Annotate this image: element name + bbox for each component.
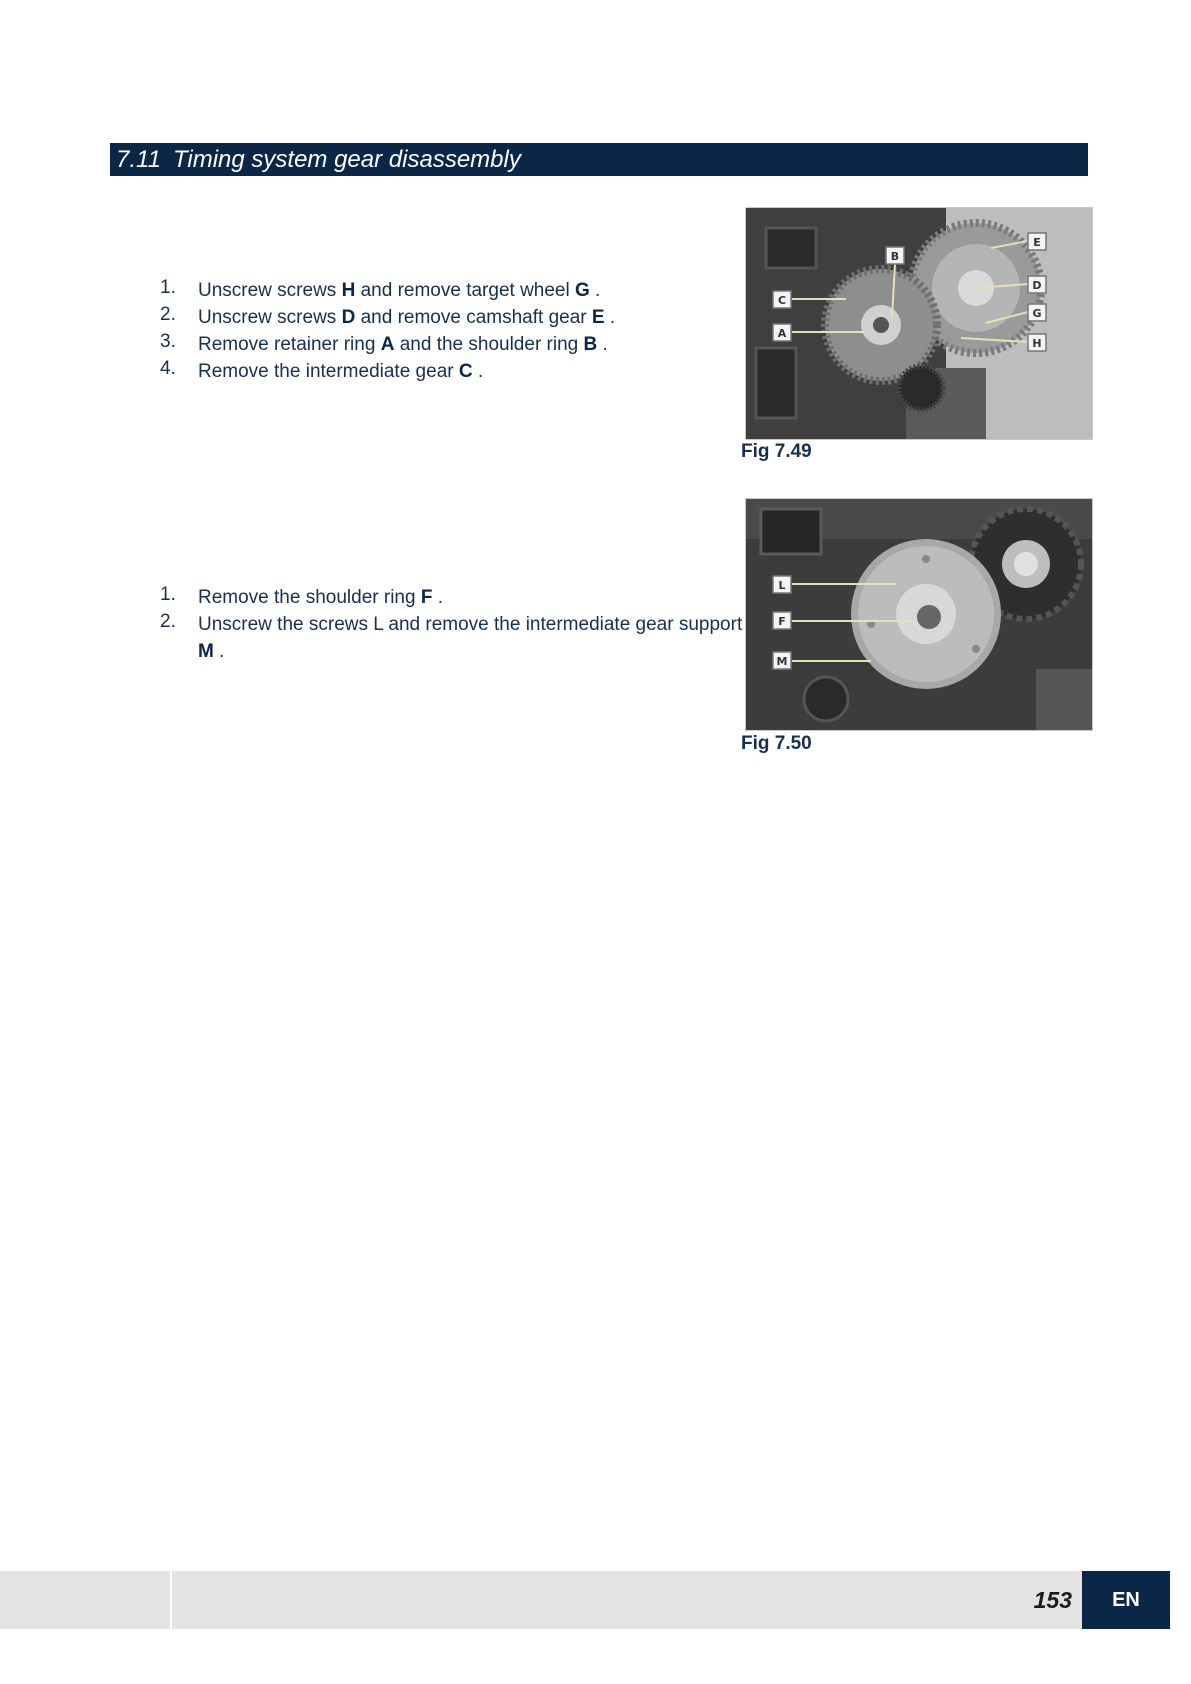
step-number: 4. bbox=[160, 358, 176, 379]
callout-g: G bbox=[1032, 307, 1042, 320]
figure-caption-2: Fig 7.50 bbox=[741, 733, 812, 754]
part-label: G bbox=[575, 280, 590, 301]
part-label: D bbox=[341, 307, 356, 328]
callout-m: M bbox=[776, 655, 788, 668]
step-item: 2. Unscrew screws D and remove camshaft gear E . bbox=[160, 304, 758, 331]
step-number: 2. bbox=[160, 611, 176, 632]
callout-d: D bbox=[1032, 279, 1042, 292]
gear-support-illustration bbox=[746, 499, 1092, 730]
part-label: C bbox=[458, 361, 473, 382]
step-number: 1. bbox=[160, 277, 176, 298]
gear-diagram-illustration bbox=[746, 208, 1092, 439]
page-number: 153 bbox=[1033, 1587, 1072, 1613]
footer-bar bbox=[0, 1571, 1082, 1629]
instruction-list-1 bbox=[160, 277, 758, 385]
figure-timing-gears bbox=[745, 207, 1093, 440]
step-item: 1. Unscrew screws H and remove target wheel G . bbox=[160, 277, 758, 304]
section-number: 7.11 bbox=[116, 146, 161, 173]
part-label: F bbox=[420, 587, 433, 608]
section-title: Timing system gear disassembly bbox=[172, 146, 521, 173]
step-number: 1. bbox=[160, 584, 176, 605]
step-item: 1. Remove the shoulder ring F . bbox=[160, 584, 758, 611]
language-badge: EN bbox=[1082, 1571, 1170, 1629]
callout-e: E bbox=[1033, 236, 1041, 249]
part-label: M bbox=[198, 641, 214, 662]
step-item: 4. Remove the intermediate gear C . bbox=[160, 358, 758, 385]
part-label: H bbox=[341, 280, 356, 301]
part-label: B bbox=[583, 334, 598, 355]
part-label: E bbox=[591, 307, 605, 328]
step-item: 3. Remove retainer ring A and the shoulder ring B . bbox=[160, 331, 758, 358]
callout-l: L bbox=[778, 579, 786, 592]
step-item: 2. Unscrew the screws L and remove the intermediate gear support M . bbox=[160, 611, 758, 665]
callout-a: A bbox=[777, 327, 787, 340]
footer-divider bbox=[170, 1571, 172, 1629]
instruction-list-2 bbox=[160, 584, 758, 665]
callout-h: H bbox=[1032, 337, 1042, 350]
callout-c: C bbox=[777, 294, 787, 307]
section-header bbox=[110, 143, 1088, 176]
part-label: A bbox=[380, 334, 395, 355]
figure-caption-1: Fig 7.49 bbox=[741, 441, 812, 462]
step-number: 2. bbox=[160, 304, 176, 325]
step-number: 3. bbox=[160, 331, 176, 352]
callout-f: F bbox=[778, 615, 786, 628]
figure-gear-support bbox=[745, 498, 1093, 731]
callout-b: B bbox=[890, 250, 900, 263]
